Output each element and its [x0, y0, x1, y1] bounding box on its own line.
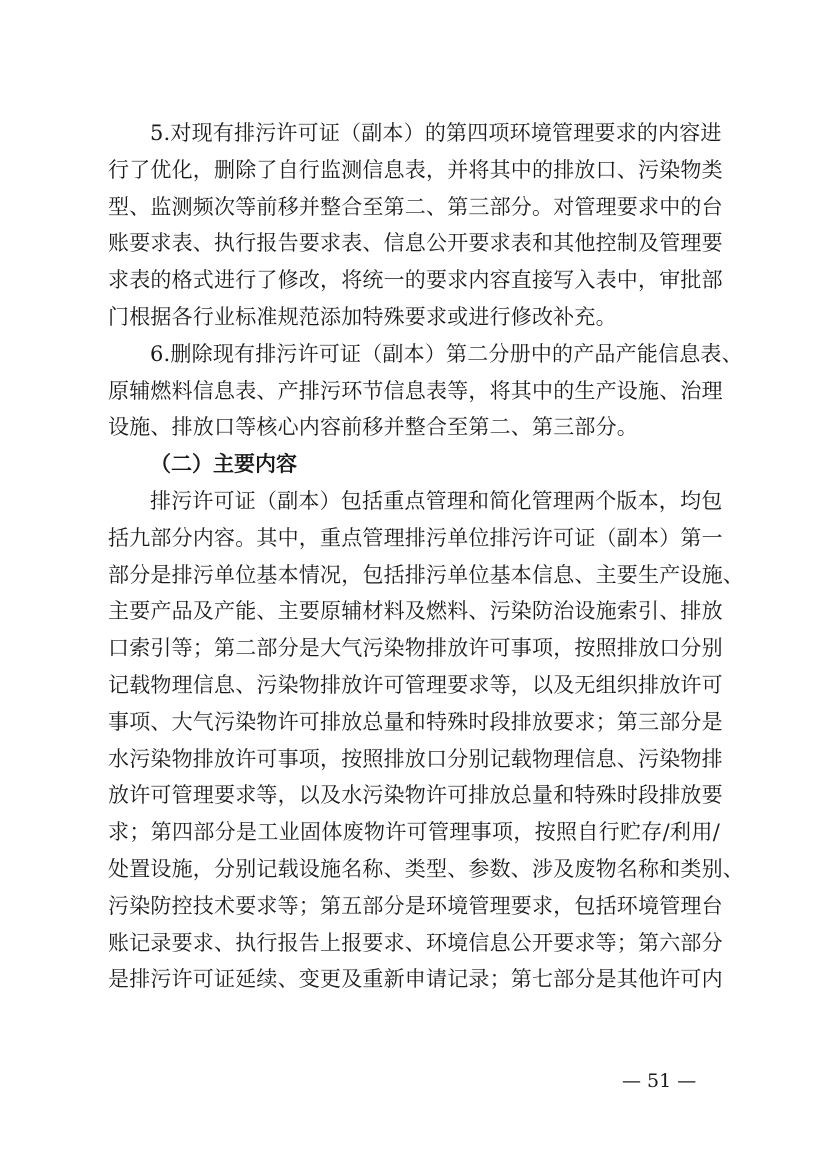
text-line: 水污染物排放许可事项，按照排放口分别记载物理信息、污染物排 — [108, 746, 723, 771]
text-line: 原辅燃料信息表、产排污环节信息表等，将其中的生产设施、治理 — [108, 378, 723, 403]
section-heading: （二）主要内容 — [150, 451, 297, 477]
page-number: — 51 — — [622, 1070, 697, 1092]
text-line: 求表的格式进行了修改，将统一的要求内容直接写入表中，审批部 — [108, 268, 723, 293]
text-line: 行了优化，删除了自行监测信息表，并将其中的排放口、污染物类 — [108, 157, 723, 182]
text-line: 5.对现有排污许可证（副本）的第四项环境管理要求的内容进 — [150, 121, 722, 145]
text-line: 处置设施，分别记载设施名称、类型、参数、涉及废物名称和类别、 — [108, 856, 744, 881]
text-line: 排污许可证（副本）包括重点管理和简化管理两个版本，均包 — [150, 488, 723, 513]
text-line: 记载物理信息、污染物排放许可管理要求等，以及无组织排放许可 — [108, 672, 723, 697]
document-page — [108, 115, 744, 998]
text-line: 6.删除现有排污许可证（副本）第二分册中的产品产能信息表、 — [150, 341, 743, 366]
body-paragraph — [108, 483, 744, 998]
text-line: 账要求表、执行报告要求表、信息公开要求表和其他控制及管理要 — [108, 231, 723, 256]
paragraph-item-6 — [108, 336, 743, 446]
paragraph-item-5 — [108, 115, 723, 336]
text-line: 主要产品及产能、主要原辅材料及燃料、污染防治设施索引、排放 — [108, 599, 723, 624]
text-line: 污染防控技术要求等；第五部分是环境管理要求，包括环境管理台 — [108, 893, 723, 918]
text-line: 门根据各行业标准规范添加特殊要求或进行修改补充。 — [108, 304, 617, 329]
text-line: 求；第四部分是工业固体废物许可管理事项，按照自行贮存/利用/ — [108, 820, 720, 845]
text-line: 账记录要求、执行报告上报要求、环境信息公开要求等；第六部分 — [108, 930, 723, 955]
text-line: 设施、排放口等核心内容前移并整合至第二、第三部分。 — [108, 415, 638, 440]
text-line: 型、监测频次等前移并整合至第二、第三部分。对管理要求中的台 — [108, 194, 723, 219]
text-line: 口索引等；第二部分是大气污染物排放许可事项，按照排放口分别 — [108, 636, 723, 661]
text-line: 部分是排污单位基本情况，包括排污单位基本信息、主要生产设施、 — [108, 562, 744, 587]
text-line: 事项、大气污染物许可排放总量和特殊时段排放要求；第三部分是 — [108, 709, 723, 734]
text-line: 是排污许可证延续、变更及重新申请记录；第七部分是其他许可内 — [108, 967, 723, 992]
text-line: 放许可管理要求等，以及水污染物许可排放总量和特殊时段排放要 — [108, 783, 723, 808]
text-line: 括九部分内容。其中，重点管理排污单位排污许可证（副本）第一 — [108, 525, 723, 550]
